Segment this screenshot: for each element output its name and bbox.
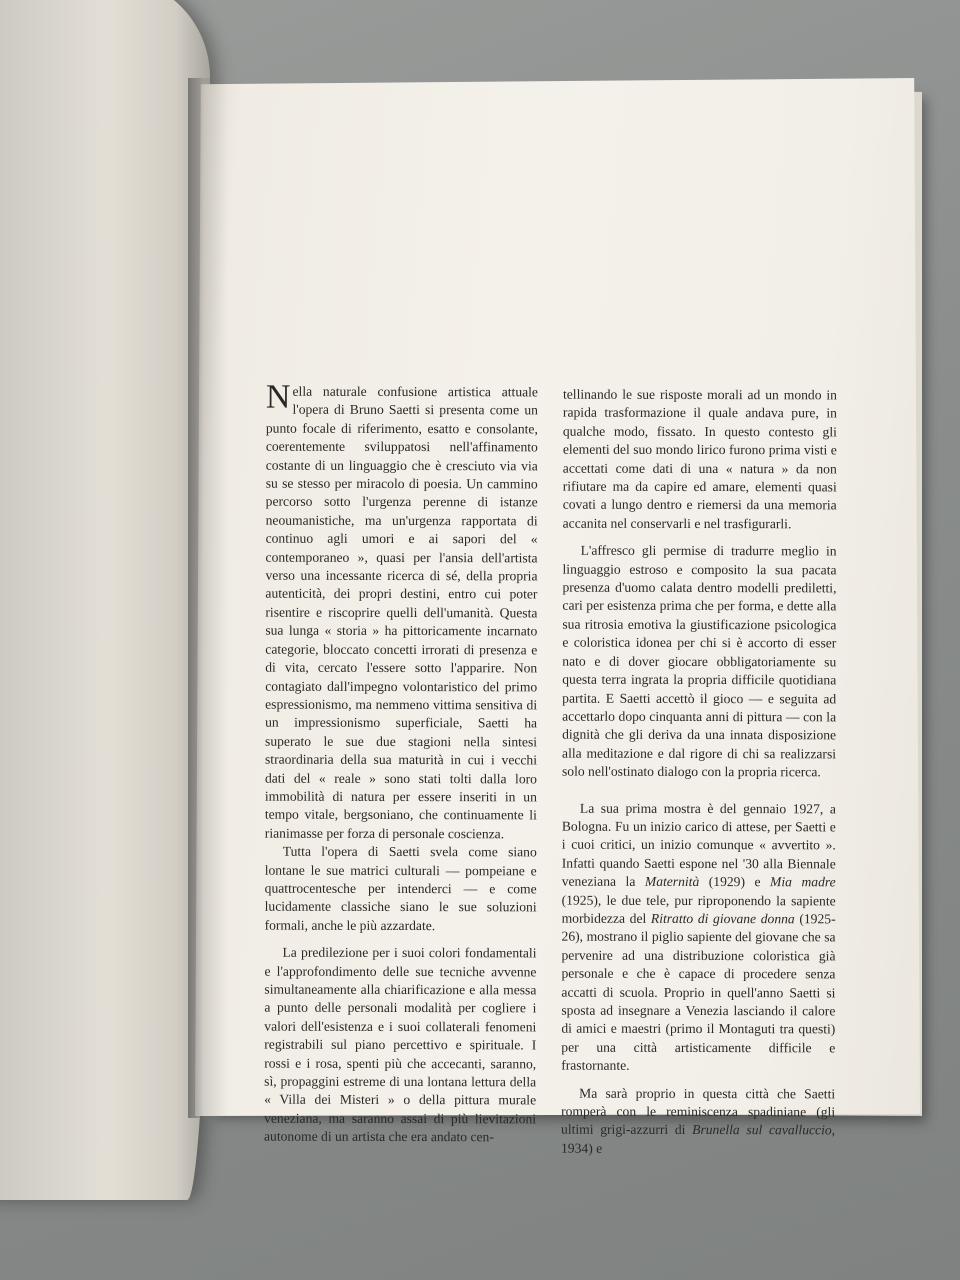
paragraph-intro: Nella naturale confusione artistica attuale l'opera di Bruno Saetti si presenta come un punto focale di riferimento, esatto e consolante, coerentemente sviluppatosi nell'affinamento costante di un linguaggio che è cresciuto via via su se stesso per miracolo di poesia. Un cammino percorso sotto l'urgenza perenne di istanze neoumanistiche, ma un'urgenza rapportata di continuo agli umori e ai sapori del « contemporaneo », quasi per l'ansia dell'artista verso una incessante ricerca di sé, della propria autenticità, dei propri destini, entro cui poter risentire e riscoprire quelli dell'umanità. Questa sua lunga « storia » ha pittoricamente incarnato categorie, bloccato concetti irrorati di presenza e di vita, cercato l'essere sotto l'apparire. Non contagiato dall'impegno volontaristico del primo espressionismo, ma nemmeno vittima sensitiva di un impressionismo superficiale, Saetti ha superato le sue due stagioni nella sintesi straordinaria della sua maturità in cui i vecchi dati del « reale » sono stati tolti dalla loro immobilità di natura per essere inseriti in un tempo vitale, bergsoniano, che continuamente li rianimasse per forza di personale coscienza. bbox=[264, 378, 538, 842]
paragraph: La predilezione per i suoi colori fondamentali e l'approfondimento delle sue tecniche avvenne simultaneamente alla chiarificazione e alla messa a punto delle personali modalità per cogliere i valori dell'esistenza e i suoi collaterali fenomeni registrabili sul piano percettivo e spirituale. I rossi e i rosa, spenti più che accecanti, saranno, sì, propaggini estreme di una lontana lettura della « Villa dei Misteri » o della pittura murale veneziana, ma saranno assai di più lievitazioni autonome di un artista che era andato cen- bbox=[264, 944, 537, 1145]
paragraph-continued: tellinando le sue risposte morali ad un mondo in rapida trasformazione il quale andava pure, in qualche modo, fissato. In questo contesto gli elementi del suo mondo lirico furono prima visti e accettati come dati di una « natura » da non rifiutare ma da capire ed amare, elementi quasi covati a lungo dentro e riemersi da una memoria accanita nel conservarli e nel trasfigurarli. bbox=[562, 386, 838, 532]
artwork-title: Ritratto di giovane donna bbox=[650, 910, 795, 927]
artwork-title: Mia madre bbox=[770, 874, 836, 890]
paragraph: L'affresco gli permise di tradurre meglio in linguaggio estroso e composito la sua pacata presenza d'uomo calata dentro modelli prediletti, cari per esistenza prima che per forma, e dette alla sua ritrosia emotiva la giustificazione psicologica e coloristica idonea per chi si è accorto di esser nato e di dover giocare obbligatoriamente su questa terra ingrata la propria difficile quotidiana partita. E Saetti accettò il gioco — e seguita ad accettarlo dopo cinquanta anni di pittura — con la dignità che gli deriva da una innata disposizione alla meditazione e dal rigore di chi sa realizzarsi solo nell'ostinato dialogo con la propria ricerca. bbox=[561, 542, 837, 780]
text-column-left bbox=[264, 378, 538, 1147]
artwork-title: Brunella sul cavalluccio bbox=[692, 1122, 832, 1138]
paragraph: La sua prima mostra è del gennaio 1927, a Bologna. Fu un inizio carico di attese, per Saetti e i cuoi critici, un inizio comunque « avvertito ». Infatti quando Saetti espone nel '30 alla Biennale veneziana la Maternità (1929) e Mia madre (1925), le due tele, pur riproponendo la sapiente morbidezza del Ritratto di giovane donna (1925-26), mostrano il piglio sapiente del giovane che sa pervenire ad una distribuzione coloristica già personale e che è capace di procedere senza accatti di scuola. Proprio in quell'anno Saetti si sposta ad insegnare a Venezia lasciando il calore di amici e maestri (primo il Montaguti tra questi) per una città artisticamente difficile e frastornante. bbox=[561, 800, 836, 1074]
text-column-right bbox=[561, 386, 837, 1159]
drop-cap: N bbox=[265, 378, 291, 416]
paragraph: Tutta l'opera di Saetti svela come siano lontane le sue matrici culturali — pompeiane e quattrocentesche per intenderci — e come lucidamente classiche siano le sue soluzioni formali, anche le più azzardate. bbox=[264, 843, 537, 933]
paragraph: Ma sarà proprio in questa città che Saetti romperà con le reminiscenza spadiniane (gli ultimi grigi-azzurri di Brunella sul cavalluccio, 1934) e bbox=[560, 1085, 836, 1156]
book-spine-shadow bbox=[188, 78, 228, 1118]
artwork-title: Maternità bbox=[644, 874, 700, 890]
left-page bbox=[0, 0, 210, 1200]
